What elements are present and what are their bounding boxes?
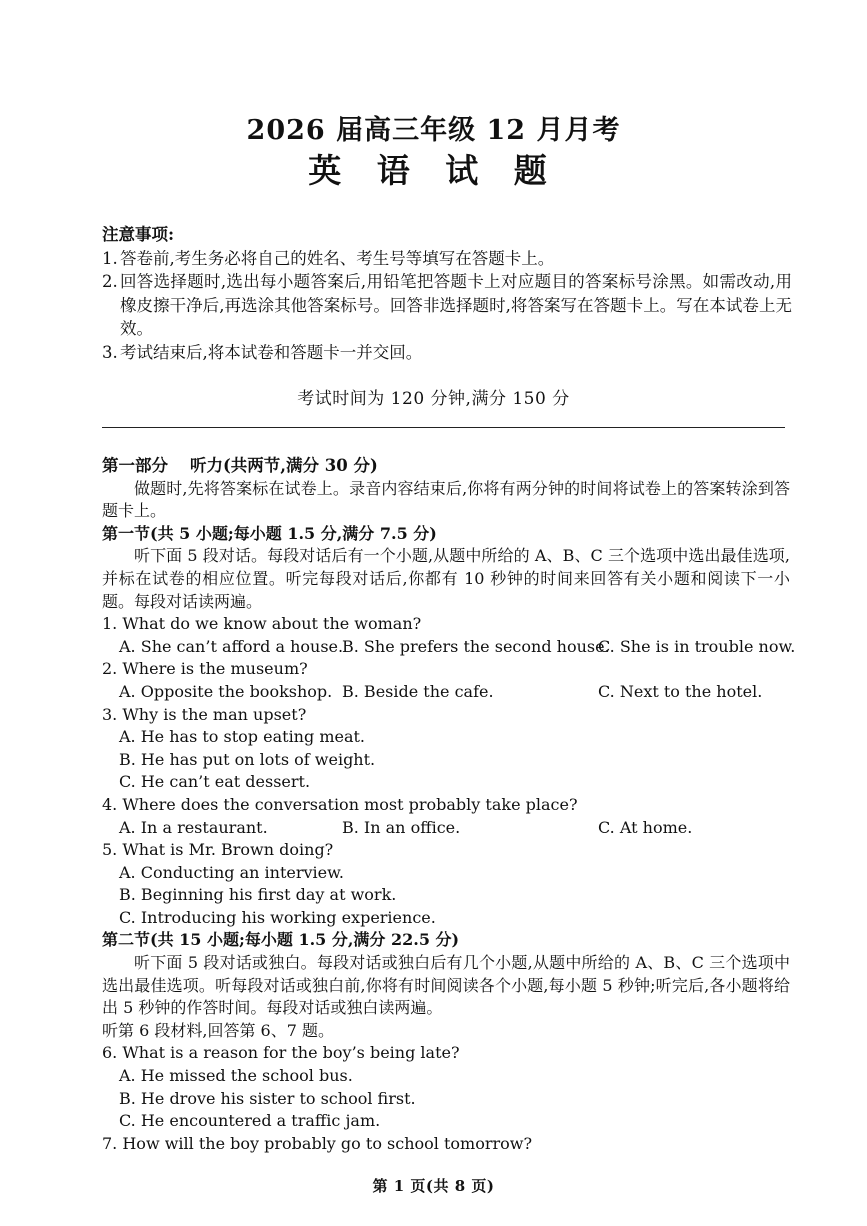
question-stem: 2. Where is the museum? [102, 659, 308, 679]
option-a: A. He missed the school bus. [119, 1066, 353, 1086]
option-c: C. Introducing his working experience. [119, 907, 436, 927]
page-number: 第 1 页(共 8 页) [372, 1177, 495, 1195]
notice-item-text: 答卷前,考生务必将自己的姓名、考生号等填写在答题卡上。 [120, 248, 555, 268]
option-a: A. She can’t afford a house. [119, 636, 344, 656]
option-a: A. Conducting an interview. [119, 862, 344, 882]
question-stem: 1. What do we know about the woman? [102, 614, 422, 634]
question-stem: 5. What is Mr. Brown doing? [102, 840, 334, 860]
material-instruction: 听第 6 段材料,回答第 6、7 题。 [102, 1020, 334, 1040]
question-stem: 3. Why is the man upset? [102, 704, 307, 724]
option-a: A. He has to stop eating meat. [119, 727, 366, 747]
exam-title: 2026 届高三年级 12 月月考 [246, 115, 621, 146]
part-intro: 做题时,先将答案标在试卷上。录音内容结束后,你将有两分钟的时间将试卷上的答案转涂到答题卡上。 [102, 478, 790, 521]
notice-heading: 注意事项: [102, 225, 175, 244]
option-b: B. He has put on lots of weight. [119, 749, 376, 769]
option-c: C. She is in trouble now. [598, 636, 796, 656]
section-heading: 第一节(共 5 小题;每小题 1.5 分,满分 7.5 分) [102, 523, 437, 543]
option-c: C. He can’t eat dessert. [119, 772, 311, 792]
option-c: C. Next to the hotel. [598, 681, 763, 701]
option-b: B. He drove his sister to school first. [119, 1088, 416, 1108]
divider [102, 427, 785, 428]
notice-item-number: 3. [102, 342, 118, 362]
notice-item-number: 2. [102, 272, 118, 291]
option-a: A. In a restaurant. [119, 817, 268, 837]
option-a: A. Opposite the bookshop. [119, 681, 333, 701]
section-intro: 听下面 5 段对话。每段对话后有一个小题,从题中所给的 A、B、C 三个选项中选出最佳选项,并标在试卷的相应位置。听完每段对话后,你都有 10 秒钟的时间来回答有关小题和阅读下一小题。每段对话读两遍。 [102, 546, 790, 611]
option-b: B. She prefers the second house. [342, 636, 610, 656]
section-heading: 第二节(共 15 小题;每小题 1.5 分,满分 22.5 分) [102, 930, 460, 950]
notice-section [102, 223, 792, 364]
option-b: B. In an office. [342, 817, 461, 837]
exam-time: 考试时间为 120 分钟,满分 150 分 [297, 389, 570, 409]
question-options [102, 636, 796, 659]
notice-item-text: 考试结束后,将本试卷和答题卡一并交回。 [120, 342, 423, 362]
section-intro: 听下面 5 段对话或独白。每段对话或独白后有几个小题,从题中所给的 A、B、C 三个选项中选出最佳选项。听每段对话或独白前,你将有时间阅读各个小题,每小题 5 秒钟;听完后,各小题将给出 5 秒钟的作答时间。每段对话或独白读两遍。 [102, 953, 790, 1018]
question-stem: 6. What is a reason for the boy’s being late? [102, 1043, 460, 1063]
listening-part [102, 455, 796, 1155]
question-stem: 7. How will the boy probably go to school tomorrow? [102, 1133, 533, 1153]
option-c: C. At home. [598, 817, 693, 837]
question-stem: 4. Where does the conversation most probably take place? [102, 794, 578, 814]
part-heading [102, 455, 790, 478]
part-title: 听力(共两节,满分 30 分) [190, 456, 378, 475]
notice-item [102, 270, 792, 341]
question-options [102, 681, 790, 704]
notice-item-number: 1. [102, 248, 118, 268]
notice-item-text: 回答选择题时,选出每小题答案后,用铅笔把答题卡上对应题目的答案标号涂黑。如需改动,用橡皮擦干净后,再选涂其他答案标号。回答非选择题时,将答案写在答题卡上。写在本试卷上无效。 [120, 272, 792, 338]
question-options [102, 817, 790, 840]
notice-item [102, 341, 792, 365]
option-c: C. He encountered a traffic jam. [119, 1111, 381, 1131]
subject-title: 英 语 试 题 [308, 151, 559, 190]
option-b: B. Beside the cafe. [342, 681, 494, 701]
notice-item [102, 247, 792, 271]
option-b: B. Beginning his first day at work. [119, 885, 397, 905]
part-label: 第一部分 [102, 456, 168, 475]
